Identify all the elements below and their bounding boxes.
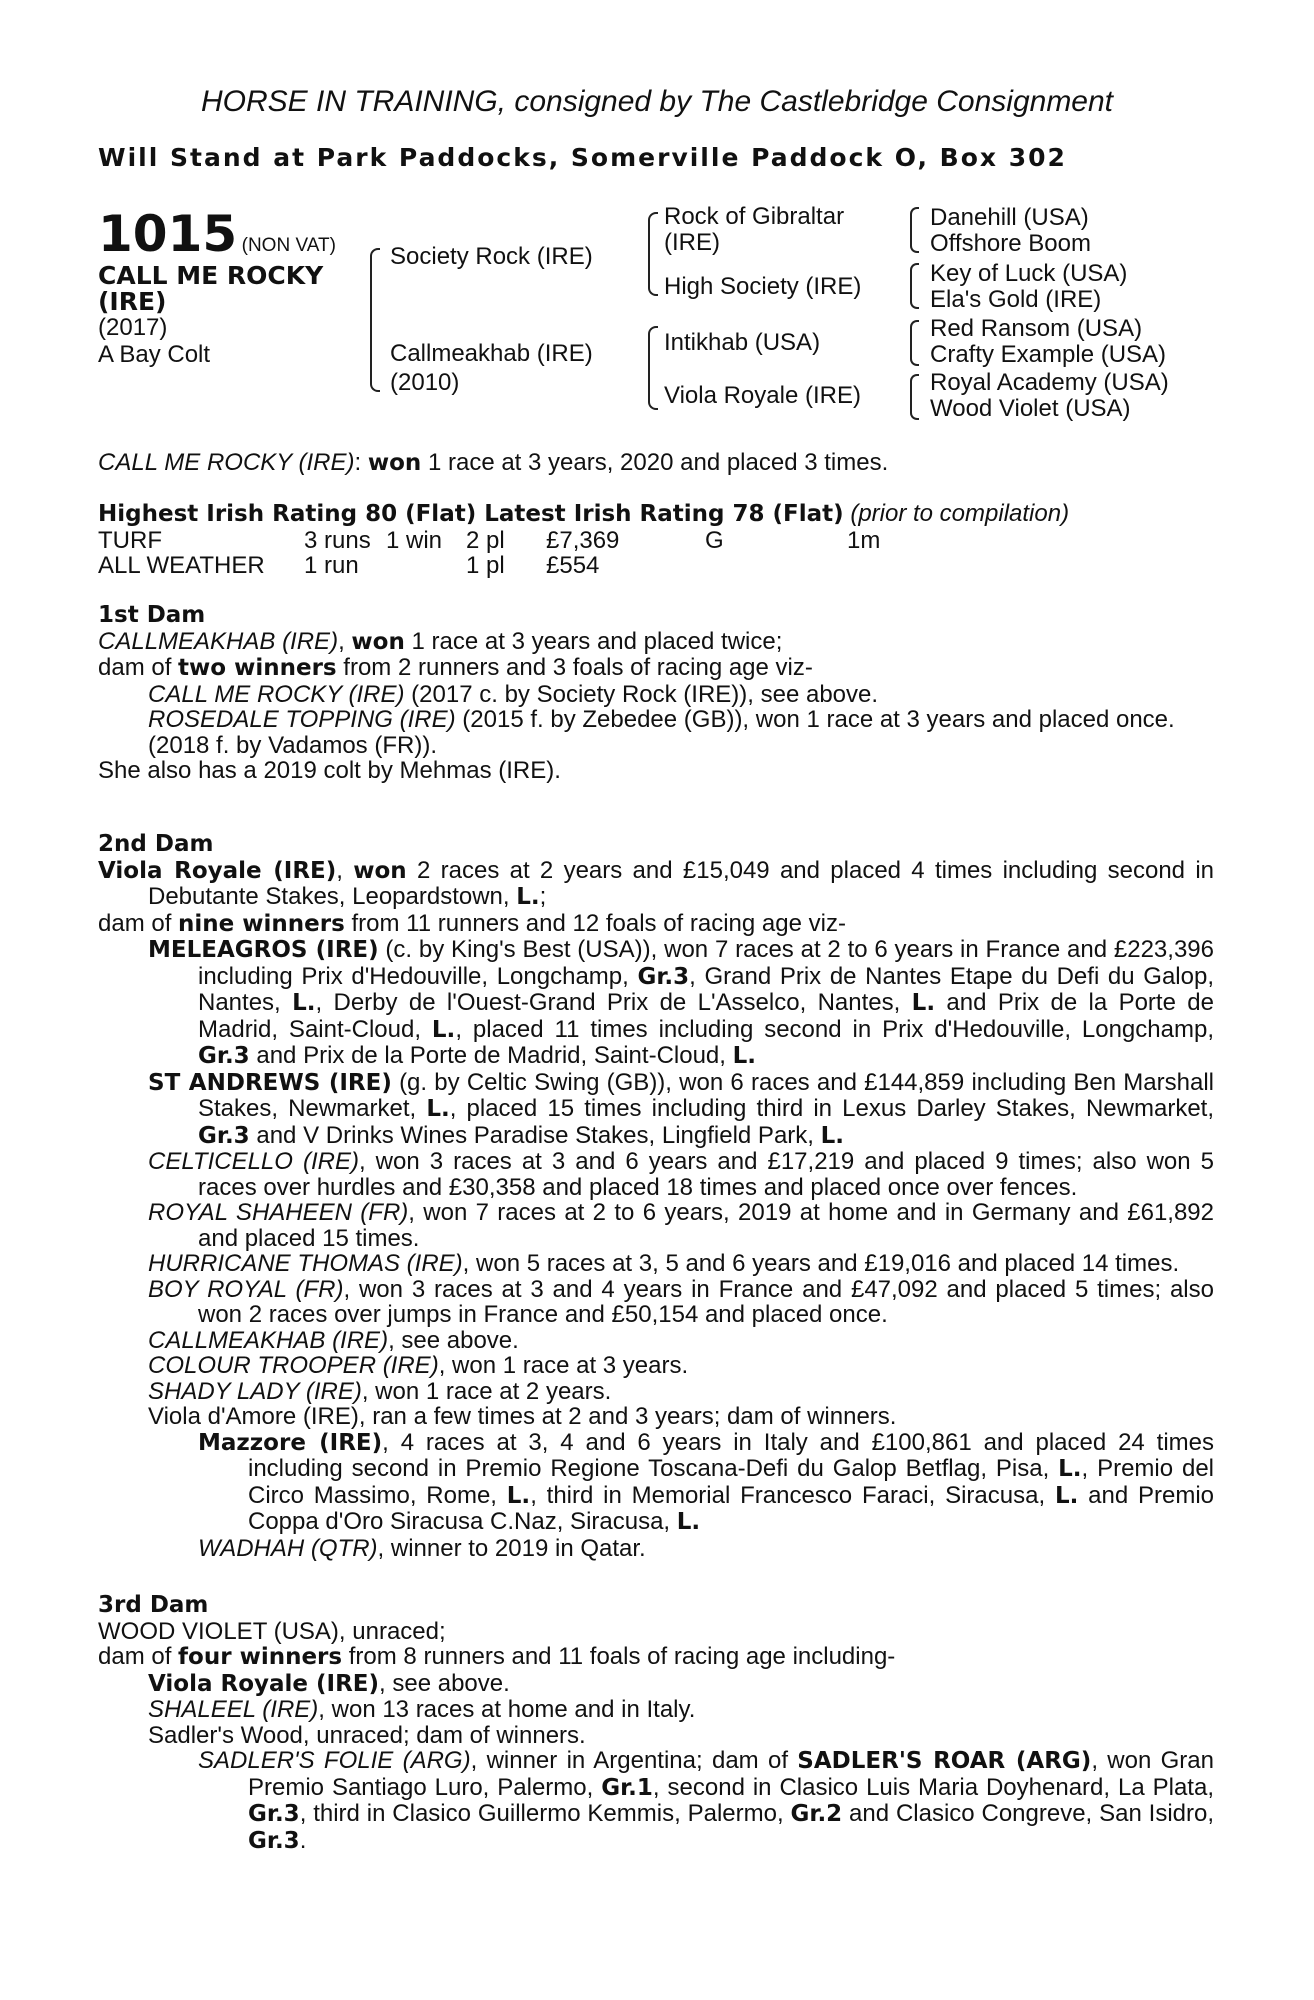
progeny-entry: SHADY LADY (IRE), won 1 race at 2 years. <box>148 1377 612 1405</box>
ratings-cell: 1 win <box>386 526 443 554</box>
ratings-heading: Highest Irish Rating 80 (Flat) Latest Irish Rating 78 (Flat) <box>98 501 844 527</box>
ratings-cell: G <box>705 526 724 554</box>
progeny-entry: CELTICELLO (IRE), won 3 races at 3 and 6 years and £17,219 and placed 9 times; also won 5 races over hurdles and £30,358 and placed 18 times and placed once over fences. <box>148 1148 1214 1201</box>
progeny-entry: Sadler's Wood, unraced; dam of winners. <box>148 1721 586 1749</box>
progeny-entry: ST ANDREWS (IRE) (g. by Celtic Swing (GB)), won 6 races and £144,859 including Ben Marshall Stakes, Newmarket, L., placed 15 times including third in Lexus Darley Stakes, Newmarket, Gr.3 and V Drinks Wines Paradise Stakes, Lingfield Park, L. <box>148 1068 1214 1149</box>
dam: Callmeakhab (IRE) <box>390 340 593 367</box>
ratings-cell: £554 <box>546 551 600 579</box>
gen3-ancestor: Offshore Boom <box>930 230 1091 257</box>
progeny-entry: COLOUR TROOPER (IRE), won 1 race at 3 years. <box>148 1352 689 1379</box>
pedigree-brace <box>648 212 658 296</box>
gen3-ancestor: Crafty Example (USA) <box>930 341 1167 368</box>
gen3-ancestor: Danehill (USA) <box>930 204 1089 231</box>
gen3-ancestor: Ela's Gold (IRE) <box>930 286 1102 313</box>
ratings-cell: 3 runs <box>304 526 371 554</box>
pedigree-brace <box>910 320 919 366</box>
pedigree-brace <box>910 374 919 420</box>
horse-description: A Bay Colt <box>98 341 211 368</box>
horse-name: CALL ME ROCKY <box>98 261 324 290</box>
ratings-note: (prior to compilation) <box>850 500 1070 527</box>
sire-dam: High Society (IRE) <box>664 273 862 300</box>
race-summary: CALL ME ROCKY (IRE): won 1 race at 3 years, 2020 and placed 3 times. <box>98 449 889 476</box>
progeny-entry: HURRICANE THOMAS (IRE), won 5 races at 3, 5 and 6 years and £19,016 and placed 14 times. <box>148 1250 1180 1277</box>
ratings-cell: 1m <box>847 526 881 554</box>
sire: Society Rock (IRE) <box>390 243 593 270</box>
progeny-entry: MELEAGROS (IRE) (c. by King's Best (USA)), won 7 races at 2 to 6 years in France and £223,396 including Prix d'Hedouville, Longchamp, Gr.3, Grand Prix de Nantes Etape du Defi du Galop, Nantes, L., Derby de l'Ouest-Grand Prix de L'Asselco, Nantes, L. and Prix de la Porte de Madrid, Saint-Cloud, L., placed 11 times including second in Prix d'Hedouville, Longchamp, Gr.3 and Prix de la Porte de Madrid, Saint-Cloud, L. <box>148 936 1214 1069</box>
lot-number-line <box>98 205 336 263</box>
dam-year: (2010) <box>390 369 460 396</box>
horse-name-ref: CALL ME ROCKY (IRE) <box>98 449 355 476</box>
grand-progeny-entry: Mazzore (IRE), 4 races at 3, 4 and 6 years in Italy and £100,861 and placed 24 times including second in Premio Regione Toscana-Defi du Galop Betflag, Pisa, L., Premio del Circo Massimo, Rome, L., third in Memorial Francesco Faraci, Siracusa, L. and Premio Coppa d'Oro Siracusa C.Naz, Siracusa, L. <box>198 1428 1215 1535</box>
ratings-cell: TURF <box>98 526 162 554</box>
foaling-year: (2017) <box>98 314 168 341</box>
pedigree-brace <box>648 326 658 410</box>
grand-progeny-entry: WADHAH (QTR), winner to 2019 in Qatar. <box>198 1534 646 1562</box>
grand-progeny-entry: SADLER'S FOLIE (ARG), winner in Argentina; dam of SADLER'S ROAR (ARG), won Gran Premio Santiago Luro, Palermo, Gr.1, second in Clasico Luis Maria Doyhenard, La Plata, Gr.3, third in Clasico Guillermo Kemmis, Palermo, Gr.2 and Clasico Congreve, San Isidro, Gr.3. <box>198 1747 1215 1854</box>
progeny-entry: SHALEEL (IRE), won 13 races at home and in Italy. <box>148 1696 696 1723</box>
ratings-cell: 1 pl <box>466 551 505 579</box>
progeny-entry: ROYAL SHAHEEN (FR), won 7 races at 2 to 6 years, 2019 at home and in Germany and £61,892 and placed 15 times. <box>148 1199 1215 1252</box>
dam-dam: Viola Royale (IRE) <box>664 382 861 409</box>
pedigree-brace <box>910 207 919 253</box>
section-heading: 3rd Dam <box>98 1592 209 1618</box>
progeny-entry: BOY ROYAL (FR), won 3 races at 3 and 4 years in France and £47,092 and placed 5 times; also won 2 races over jumps in France and £50,154 and placed once. <box>148 1275 1214 1328</box>
ratings-cell: £7,369 <box>546 526 620 554</box>
progeny-entry: (2018 f. by Vadamos (FR)). <box>148 731 437 759</box>
progeny-entry: CALL ME ROCKY (IRE) (2017 c. by Society Rock (IRE)), see above. <box>148 680 879 708</box>
gen3-ancestor: Wood Violet (USA) <box>930 395 1131 422</box>
progeny-entry: Viola Royale (IRE), see above. <box>148 1669 510 1697</box>
second-dam-section: 2nd Dam Viola Royale (IRE), won 2 races at 2 years and £15,049 and placed 4 times including second in Debutante Stakes, Leopardstown, L.; dam of nine winners from 11 runners and 12 foals of racing age viz- MELEAGROS (IRE) (c. by King's Best (USA)), won 7 races at 2 to 6 years in France and £223,396 including Prix d'Hedouville, Longchamp, Gr.3, Grand Prix de Nantes Etape du Defi du Galop, Nantes, L., Derby de l'Ouest-Grand Prix de L'Asselco, Nantes, L. and Prix de la Porte de Madrid, Saint-Cloud, L., placed 11 times including second in Prix d'Hedouville, Longchamp, Gr.3 and Prix de la Porte de Madrid, Saint-Cloud, L. ST ANDREWS (IRE) (g. by Celtic Swing (GB)), won 6 races and £144,859 including Ben Marshall Stakes, Newmarket, L., placed 15 times including third in Lexus Darley Stakes, Newmarket, Gr.3 and V Drinks Wines Paradise Stakes, Lingfield Park, L. CELTICELLO (IRE), won 3 races at 3 and 6 years and £17,219 and placed 9 times; also won 5 races over hurdles and £30,358 and placed 18 times and placed once over fences. ROYAL SHAHEEN (FR), won 7 races at 2 to 6 years, 2019 at home and in Germany and £61,892 and placed 15 times. HURRICANE THOMAS (IRE), won 5 races at 3, 5 and 6 years and £19,016 and placed 14 times. BOY ROYAL (FR), won 3 races at 3 and 4 years in France and £47,092 and placed 5 times; also won 2 races over jumps in France and £50,154 and placed once. CALLMEAKHAB (IRE), see above. COLOUR TROOPER (IRE), won 1 race at 3 years. SHADY LADY (IRE), won 1 race at 2 years. Viola d'Amore (IRE), ran a few times at 2 and 3 years; dam of winners. Mazzore (IRE), 4 races at 3, 4 and 6 years in Italy and £100,861 and placed 24 times including second in Premio Regione Toscana-Defi du Galop Betflag, Pisa, L., Premio del Circo Massimo, Rome, L., third in Memorial Francesco Faraci, Siracusa, L. and Premio Coppa d'Oro Siracusa C.Naz, Siracusa, L. WADHAH (QTR), winner to 2019 in Qatar. <box>98 831 1215 1562</box>
ratings-cell: ALL WEATHER <box>98 551 265 579</box>
sire-sire-suffix: (IRE) <box>664 229 720 256</box>
sire-sire: Rock of Gibraltar <box>664 203 845 230</box>
section-heading: 1st Dam <box>98 602 206 628</box>
progeny-entry: ROSEDALE TOPPING (IRE) (2015 f. by Zebedee (GB)), won 1 race at 3 years and placed once. <box>148 706 1175 733</box>
dam-sire: Intikhab (USA) <box>664 329 821 356</box>
section-heading: 2nd Dam <box>98 831 214 857</box>
ratings-table <box>98 528 1214 579</box>
dam-note: She also has a 2019 colt by Mehmas (IRE). <box>98 757 561 784</box>
lot-number: 1015 <box>98 205 238 263</box>
first-dam-section: 1st Dam CALLMEAKHAB (IRE), won 1 race at 3 years and placed twice; dam of two winners from 2 runners and 3 foals of racing age viz- CALL ME ROCKY (IRE) (2017 c. by Society Rock (IRE)), see above. ROSEDALE TOPPING (IRE) (2015 f. by Zebedee (GB)), won 1 race at 3 years and placed once. (2018 f. by Vadamos (FR)). She also has a 2019 colt by Mehmas (IRE). <box>98 603 1214 784</box>
ratings-cell: 2 pl <box>466 526 505 554</box>
progeny-entry: Viola d'Amore (IRE), ran a few times at 2 and 3 years; dam of winners. <box>148 1403 897 1430</box>
gen3-ancestor: Key of Luck (USA) <box>930 260 1128 287</box>
progeny-entry: CALLMEAKHAB (IRE), see above. <box>148 1326 519 1354</box>
horse-name-suffix: (IRE) <box>98 287 167 316</box>
ratings-section <box>98 501 1214 579</box>
vat-status: (NON VAT) <box>241 235 336 256</box>
ratings-cell: 1 run <box>304 551 359 579</box>
stand-location: Will Stand at Park Paddocks, Somerville Paddock O, Box 302 <box>98 143 1067 172</box>
pedigree-brace <box>370 248 380 392</box>
pedigree-brace <box>910 263 919 309</box>
third-dam-section: 3rd Dam WOOD VIOLET (USA), unraced; dam of four winners from 8 runners and 11 foals of racing age including- Viola Royale (IRE), see above. SHALEEL (IRE), won 13 races at home and in Italy. Sadler's Wood, unraced; dam of winners. SADLER'S FOLIE (ARG), winner in Argentina; dam of SADLER'S ROAR (ARG), won Gran Premio Santiago Luro, Palermo, Gr.1, second in Clasico Luis Maria Doyhenard, La Plata, Gr.3, third in Clasico Guillermo Kemmis, Palermo, Gr.2 and Clasico Congreve, San Isidro, Gr.3. <box>98 1592 1215 1854</box>
gen3-ancestor: Royal Academy (USA) <box>930 369 1169 396</box>
gen3-ancestor: Red Ransom (USA) <box>930 315 1143 342</box>
page-title: HORSE IN TRAINING, consigned by The Castlebridge Consignment <box>200 85 1114 118</box>
